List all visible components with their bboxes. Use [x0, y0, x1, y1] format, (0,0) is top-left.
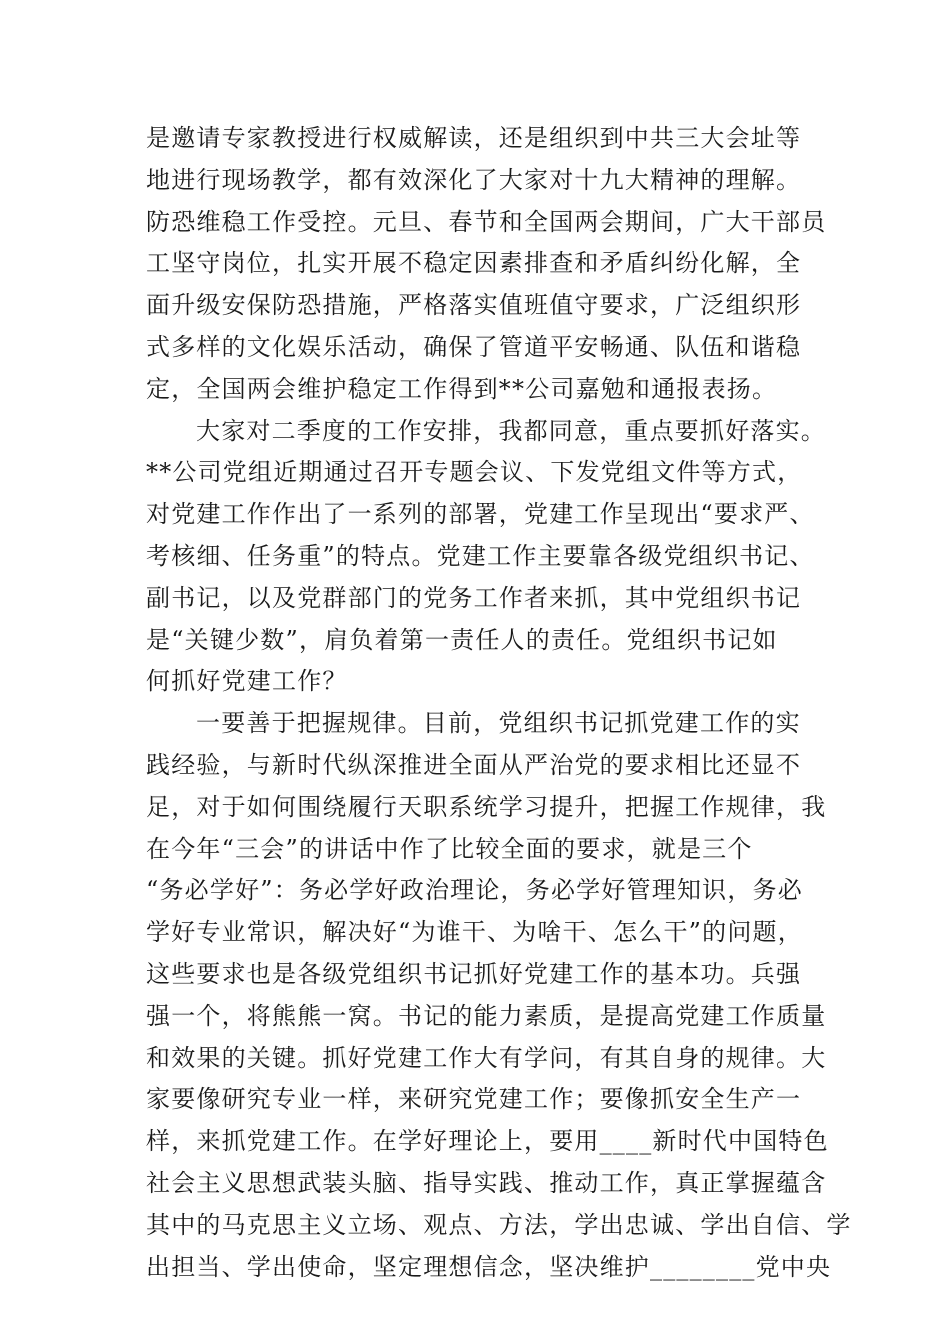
text-line: 和效果的关键。抓好党建工作大有学问，有其自身的规律。大	[146, 1043, 827, 1072]
text-line: 定，全国两会维护稳定工作得到**公司嘉勉和通报表扬。	[146, 374, 778, 403]
text-line: 社会主义思想武装头脑、指导实践、推动工作，真正掌握蕴含	[146, 1168, 827, 1197]
text-line: 地进行现场教学，都有效深化了大家对十九大精神的理解。	[146, 165, 802, 194]
text-line: 样，来抓党建工作。在学好理论上，要用____新时代中国特色	[146, 1127, 829, 1156]
text-line: 是“关键少数”，肩负着第一责任人的责任。党组织书记如	[146, 625, 778, 654]
document-body	[146, 118, 852, 1288]
text-line: 这些要求也是各级党组织书记抓好党建工作的基本功。兵强	[146, 959, 802, 988]
text-line: 强一个，将熊熊一窝。书记的能力素质，是提高党建工作质量	[146, 1001, 827, 1030]
text-line: 考核细、任务重”的特点。党建工作主要靠各级党组织书记、	[146, 541, 815, 570]
text-line: 其中的马克思主义立场、观点、方法，学出忠诚、学出自信、学	[146, 1210, 852, 1239]
text-line: 出担当、学出使命，坚定理想信念，坚决维护________党中央	[146, 1252, 832, 1281]
text-line: 足，对于如何围绕履行天职系统学习提升，把握工作规律，我	[146, 792, 827, 821]
text-line: 副书记，以及党群部门的党务工作者来抓，其中党组织书记	[146, 583, 802, 612]
text-line: 对党建工作作出了一系列的部署，党建工作呈现出“要求严、	[146, 500, 815, 529]
text-line: 何抓好党建工作？	[146, 667, 348, 696]
text-line: 践经验，与新时代纵深推进全面从严治党的要求相比还显不	[146, 750, 802, 779]
text-line: 家要像研究专业一样，来研究党建工作；要像抓安全生产一	[146, 1085, 802, 1114]
paragraph-first-line: 一要善于把握规律。目前，党组织书记抓党建工作的实	[196, 709, 801, 738]
text-line: 式多样的文化娱乐活动，确保了管道平安畅通、队伍和谐稳	[146, 332, 802, 361]
text-line: 工坚守岗位，扎实开展不稳定因素排查和矛盾纠纷化解，全	[146, 249, 802, 278]
text-line: 防恐维稳工作受控。元旦、春节和全国两会期间，广大干部员	[146, 207, 827, 236]
text-line: 是邀请专家教授进行权威解读，还是组织到中共三大会址等	[146, 124, 802, 152]
text-line: 学好专业常识，解决好“为谁干、为啥干、怎么干”的问题，	[146, 918, 803, 947]
text-line: “务必学好”：务必学好政治理论，务必学好管理知识，务必	[146, 876, 803, 905]
text-line: 在今年“三会”的讲话中作了比较全面的要求，就是三个	[146, 834, 753, 863]
text-line: **公司党组近期通过召开专题会议、下发党组文件等方式，	[146, 458, 803, 487]
paragraph-first-line: 大家对二季度的工作安排，我都同意，重点要抓好落实。	[196, 416, 826, 445]
text-line: 面升级安保防恐措施，严格落实值班值守要求，广泛组织形	[146, 291, 802, 320]
